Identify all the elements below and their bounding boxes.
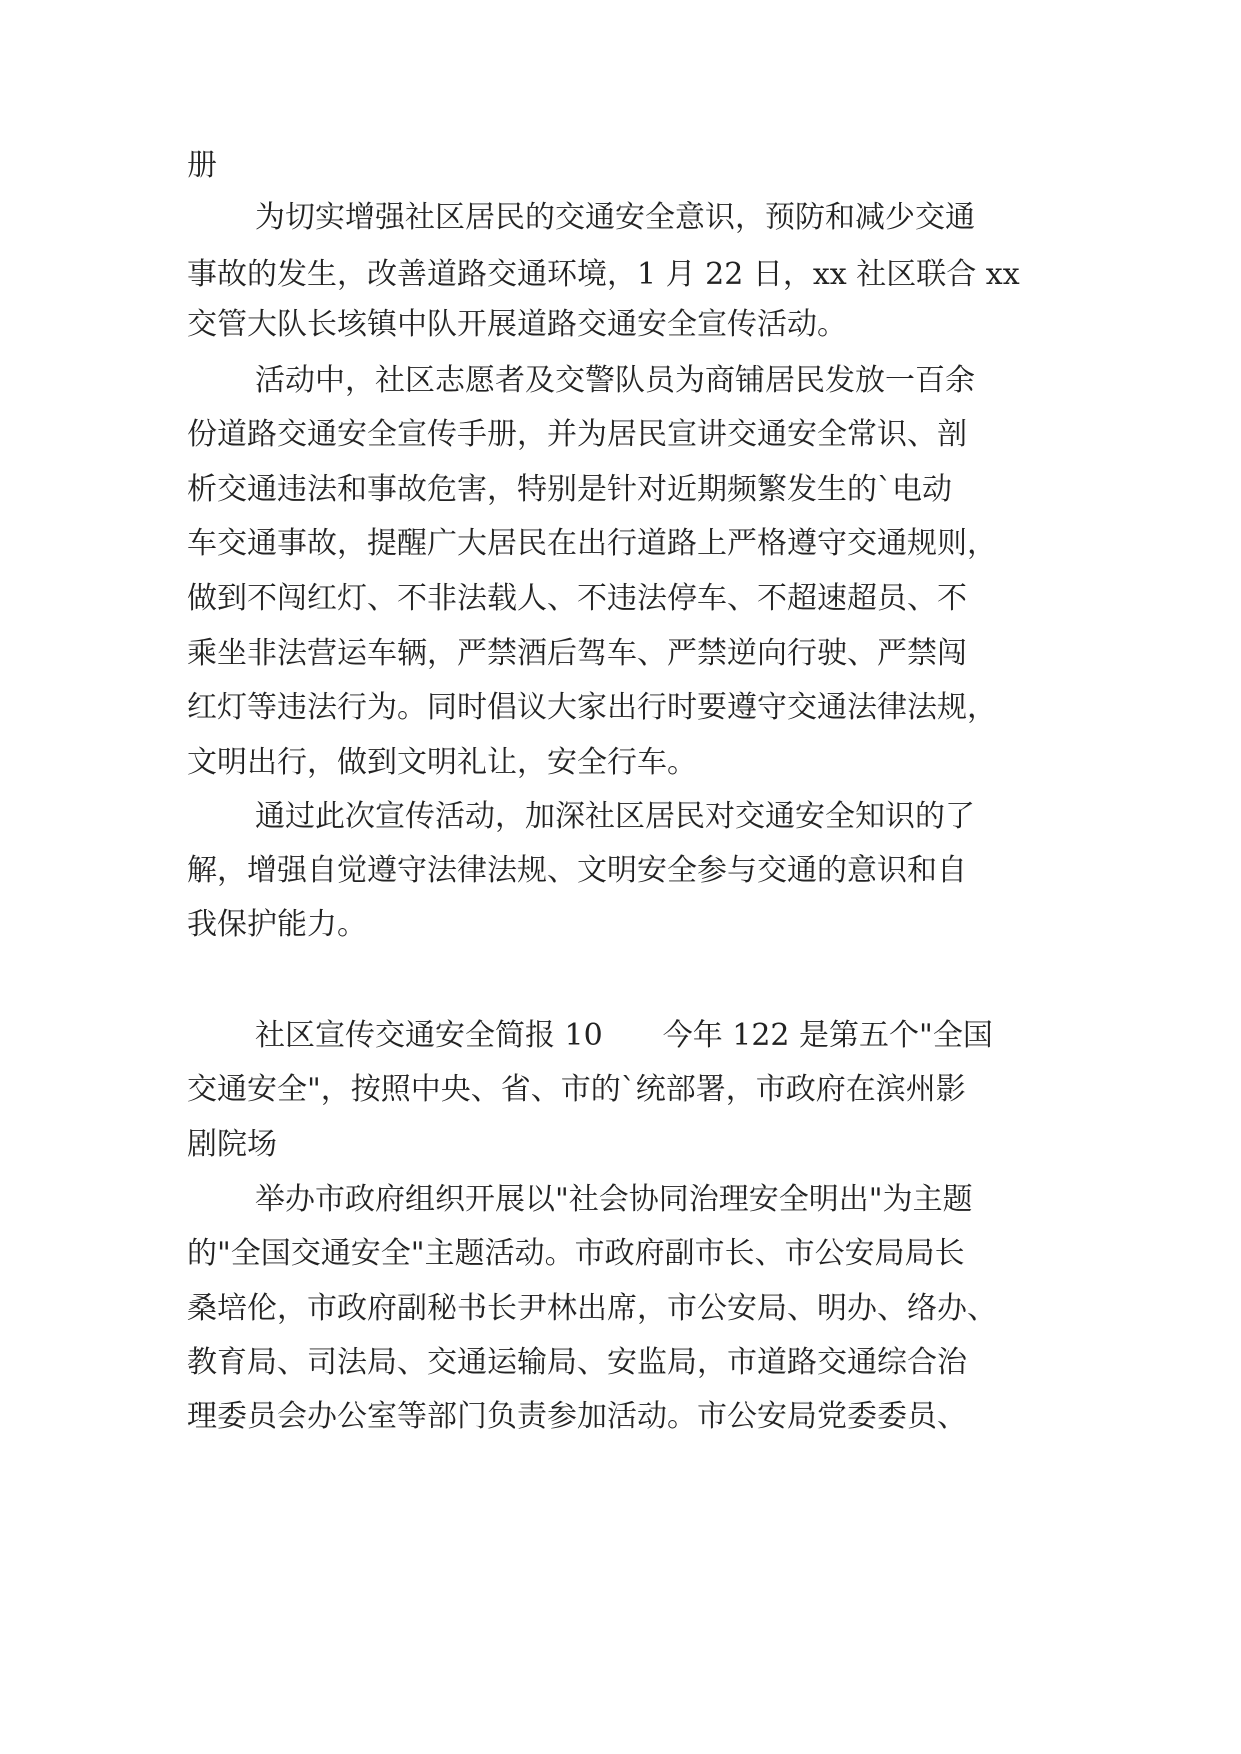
text-line: 桑培伦，市政府副秘书长尹林出席，市公安局、明办、络办、 — [187, 1291, 997, 1326]
text-line: 教育局、司法局、交通运输局、安监局，市道路交通综合治 — [187, 1345, 967, 1380]
text-line: 交管大队长垓镇中队开展道路交通安全宣传活动。 — [187, 307, 847, 342]
text-line: 理委员会办公室等部门负责参加活动。市公安局党委委员、 — [187, 1399, 967, 1434]
paragraph-first-line: 通过此次宣传活动，加深社区居民对交通安全知识的了 — [255, 799, 975, 834]
paragraph-first-line: 活动中，社区志愿者及交警队员为商铺居民发放一百余 — [255, 363, 975, 398]
text-line: 解，增强自觉遵守法律法规、文明安全参与交通的意识和自 — [187, 853, 967, 888]
text-line: 车交通事故，提醒广大居民在出行道路上严格遵守交通规则， — [187, 526, 997, 561]
text-line: 我保护能力。 — [187, 907, 367, 942]
text-line: 份道路交通安全宣传手册，并为居民宣讲交通安全常识、剖 — [187, 417, 967, 452]
text-line: 事故的发生，改善道路交通环境，1 月 22 日，xx 社区联合 xx — [187, 257, 1020, 292]
text-line: 做到不闯红灯、不非法载人、不违法停车、不超速超员、不 — [187, 581, 967, 616]
section-heading-line: 社区宣传交通安全简报 10 今年 122 是第五个"全国 — [255, 1018, 993, 1053]
text-line: 红灯等违法行为。同时倡议大家出行时要遵守交通法律法规， — [187, 690, 997, 725]
text-line: 剧院场 — [187, 1127, 277, 1162]
text-line: 册 — [187, 148, 217, 183]
text-line: 文明出行，做到文明礼让，安全行车。 — [187, 745, 697, 780]
text-line: 的"全国交通安全"主题活动。市政府副市长、市公安局局长 — [187, 1236, 965, 1271]
text-line: 交通安全"，按照中央、省、市的`统部署，市政府在滨州影 — [187, 1072, 966, 1107]
paragraph-first-line: 举办市政府组织开展以"社会协同治理安全明出"为主题 — [255, 1182, 973, 1217]
text-line: 析交通违法和事故危害，特别是针对近期频繁发生的`电动 — [187, 472, 952, 507]
text-line: 乘坐非法营运车辆，严禁酒后驾车、严禁逆向行驶、严禁闯 — [187, 636, 967, 671]
paragraph-first-line: 为切实增强社区居民的交通安全意识，预防和减少交通 — [255, 200, 975, 235]
